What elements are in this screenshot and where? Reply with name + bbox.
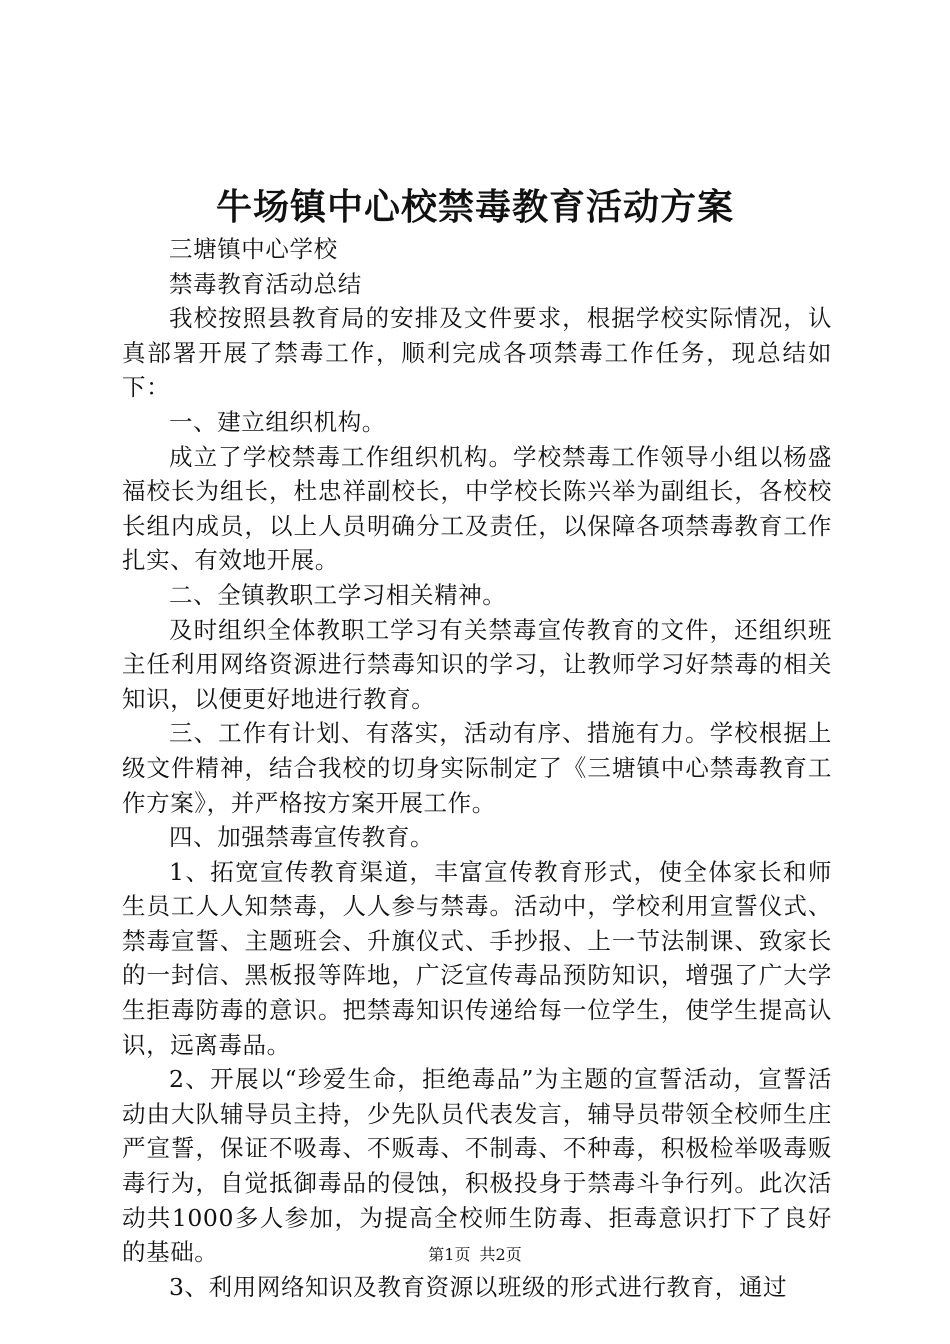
school-name: 三塘镇中心学校	[169, 235, 338, 263]
document-body	[122, 232, 832, 1304]
page-number: 第1页	[428, 1245, 471, 1264]
subtitle: 禁毒教育活动总结	[169, 269, 362, 298]
body-paragraph: 成立了学校禁毒工作组织机构。学校禁毒工作领导小组以杨盛福校长为组长，杜忠祥副校长，中学校长陈兴举为副组长，各校校长组内成员，以上人员明确分工及责任，以保障各项禁毒教育工作扎实、有效地开展。	[122, 442, 832, 575]
page-total: 共2页	[479, 1245, 522, 1264]
body-paragraph: 1、拓宽宣传教育渠道，丰富宣传教育形式，使全体家长和师生员工人人知禁毒，人人参与禁毒。活动中，学校利用宣誓仪式、禁毒宣誓、主题班会、升旗仪式、手抄报、上一节法制课、致家长的一封信、黑板报等阵地，广泛宣传毒品预防知识，增强了广大学生拒毒防毒的意识。把禁毒知识传递给每一位学生，使学生提高认识，远离毒品。	[122, 857, 832, 1059]
body-paragraph: 2、开展以“珍爱生命，拒绝毒品”为主题的宣誓活动，宣誓活动由大队辅导员主持，少先队员代表发言，辅导员带领全校师生庄严宣誓，保证不吸毒、不贩毒、不制毒、不种毒，积极检举吸毒贩毒行为，自觉抵御毒品的侵蚀，积极投身于禁毒斗争行列。此次活动共1000多人参加，为提高全校师生防毒、拒毒意识打下了良好的基础。	[122, 1065, 832, 1267]
body-paragraph: 及时组织全体教职工学习有关禁毒宣传教育的文件，还组织班主任利用网络资源进行禁毒知识的学习，让教师学习好禁毒的相关知识，以便更好地进行教育。	[122, 615, 832, 713]
page-footer	[0, 1243, 950, 1267]
document-title: 牛场镇中心校禁毒教育活动方案	[215, 186, 734, 228]
section-heading: 三、工作有计划、有落实，活动有序、措施有力。学校根据上级文件精神，结合我校的切身实际制定了《三塘镇中心禁毒教育工作方案》，并严格按方案开展工作。	[122, 719, 832, 817]
body-paragraph: 3、利用网络知识及教育资源以班级的形式进行教育，通过	[169, 1272, 788, 1301]
section-heading: 一、建立组织机构。	[169, 407, 386, 436]
section-heading: 二、全镇教职工学习相关精神。	[169, 580, 507, 609]
section-heading: 四、加强禁毒宣传教育。	[169, 823, 435, 852]
body-paragraph: 我校按照县教育局的安排及文件要求，根据学校实际情况，认真部署开展了禁毒工作，顺利完成各项禁毒工作任务，现总结如下：	[122, 304, 832, 402]
